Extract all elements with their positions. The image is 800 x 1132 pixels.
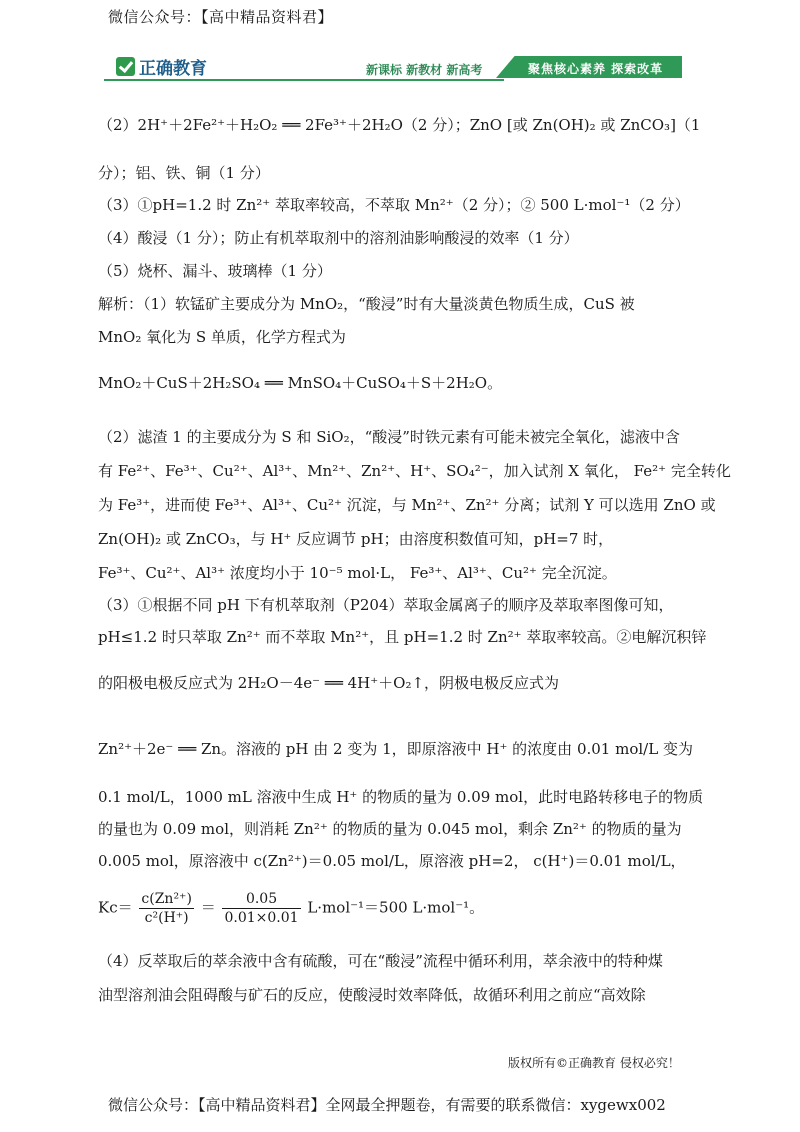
kc-result: L·mol⁻¹＝500 L·mol⁻¹。 xyxy=(307,898,485,917)
bottom-wechat-note: 微信公众号：【高中精品资料君】全网最全押题卷，有需要的联系微信：xygewx002 xyxy=(108,1096,666,1114)
kc-numeric-numerator: 0.05 xyxy=(222,890,300,909)
analysis-line: 有 Fe²⁺、Fe³⁺、Cu²⁺、Al³⁺、Mn²⁺、Zn²⁺、H⁺、SO₄²⁻，加入试剂 X 氧化， Fe²⁺ 完全转化 xyxy=(98,462,731,480)
analysis-line: 0.005 mol，原溶液中 c(Zn²⁺)＝0.05 mol/L，原溶液 pH=2， c(H⁺)＝0.01 mol/L， xyxy=(98,852,686,870)
header-divider xyxy=(104,79,504,81)
answer-line: （5）烧杯、漏斗、玻璃棒（1 分） xyxy=(98,262,332,280)
analysis-line: （4）反萃取后的萃余液中含有硫酸，可在“酸浸”流程中循环利用，萃余液中的特种煤 xyxy=(98,952,663,970)
answer-line: （2）2H⁺＋2Fe²⁺＋H₂O₂ ══ 2Fe³⁺＋2H₂O（2 分）；ZnO [或 Zn(OH)₂ 或 ZnCO₃]（1 xyxy=(98,116,701,134)
analysis-line: 为 Fe³⁺，进而使 Fe³⁺、Al³⁺、Cu²⁺ 沉淀，与 Mn²⁺、Zn²⁺ 分离；试剂 Y 可以选用 ZnO 或 xyxy=(98,496,716,514)
answer-line: 分）；铝、铁、铜（1 分） xyxy=(98,164,270,182)
analysis-line: MnO₂ 氧化为 S 单质，化学方程式为 xyxy=(98,328,346,346)
analysis-line: （3）①根据不同 pH 下有机萃取剂（P204）萃取金属离子的顺序及萃取率图像可知， xyxy=(98,596,674,614)
kc-numerator: c(Zn²⁺) xyxy=(139,890,194,909)
kc-fraction-numeric xyxy=(222,890,300,927)
slogan-reform: 聚焦核心素养 探索改革 xyxy=(528,62,664,76)
analysis-line: Zn²⁺＋2e⁻ ══ Zn。溶液的 pH 由 2 变为 1，即原溶液中 H⁺ 的浓度由 0.01 mol/L 变为 xyxy=(98,740,693,758)
analysis-line: 油型溶剂油会阻碍酸与矿石的反应，使酸浸时效率降低，故循环利用之前应“高效除 xyxy=(98,986,646,1004)
analysis-line: Zn(OH)₂ 或 ZnCO₃，与 H⁺ 反应调节 pH；由溶度积数值可知，pH=7 时， xyxy=(98,530,614,548)
top-wechat-note: 微信公众号：【高中精品资料君】 xyxy=(108,8,334,26)
equation-line: MnO₂＋CuS＋2H₂SO₄ ══ MnSO₄＋CuSO₄＋S＋2H₂O。 xyxy=(98,374,503,392)
analysis-line: Fe³⁺、Cu²⁺、Al³⁺ 浓度均小于 10⁻⁵ mol·L， Fe³⁺、Al³⁺、Cu²⁺ 完全沉淀。 xyxy=(98,564,617,582)
kc-fraction-symbolic xyxy=(139,890,194,927)
analysis-line: （2）滤渣 1 的主要成分为 S 和 SiO₂，“酸浸”时铁元素有可能未被完全氧化，滤液中含 xyxy=(98,428,680,446)
kc-denominator: c²(H⁺) xyxy=(144,910,189,927)
slogan-curriculum: 新课标 新教材 新高考 xyxy=(366,63,483,77)
brand-logo xyxy=(116,54,207,79)
analysis-line: 的量也为 0.09 mol，则消耗 Zn²⁺ 的物质的量为 0.045 mol，剩余 Zn²⁺ 的物质的量为 xyxy=(98,820,682,838)
page-header xyxy=(104,52,682,80)
answer-line: （3）①pH=1.2 时 Zn²⁺ 萃取率较高，不萃取 Mn²⁺（2 分）；② 500 L·mol⁻¹（2 分） xyxy=(98,196,690,214)
kc-label: Kc＝ xyxy=(98,898,133,917)
checkmark-icon xyxy=(116,57,135,76)
analysis-line: 0.1 mol/L，1000 mL 溶液中生成 H⁺ 的物质的量为 0.09 mol，此时电路转移电子的物质 xyxy=(98,788,704,806)
kc-numeric-denominator: 0.01×0.01 xyxy=(224,910,299,927)
analysis-line: pH≤1.2 时只萃取 Zn²⁺ 而不萃取 Mn²⁺，且 pH=1.2 时 Zn²⁺ 萃取率较高。②电解沉积锌 xyxy=(98,628,707,646)
kc-equals: ＝ xyxy=(200,898,216,917)
answer-line: （4）酸浸（1 分）；防止有机萃取剂中的溶剂油影响酸浸的效率（1 分） xyxy=(98,229,579,247)
analysis-line: 解析：（1）软锰矿主要成分为 MnO₂，“酸浸”时有大量淡黄色物质生成，CuS 被 xyxy=(98,295,635,313)
brand-name: 正确教育 xyxy=(139,59,207,79)
analysis-line: 的阳极电极反应式为 2H₂O－4e⁻ ══ 4H⁺＋O₂↑，阴极电极反应式为 xyxy=(98,674,560,692)
kc-formula xyxy=(98,890,484,927)
copyright-note: 版权所有©正确教育 侵权必究！ xyxy=(508,1056,680,1070)
